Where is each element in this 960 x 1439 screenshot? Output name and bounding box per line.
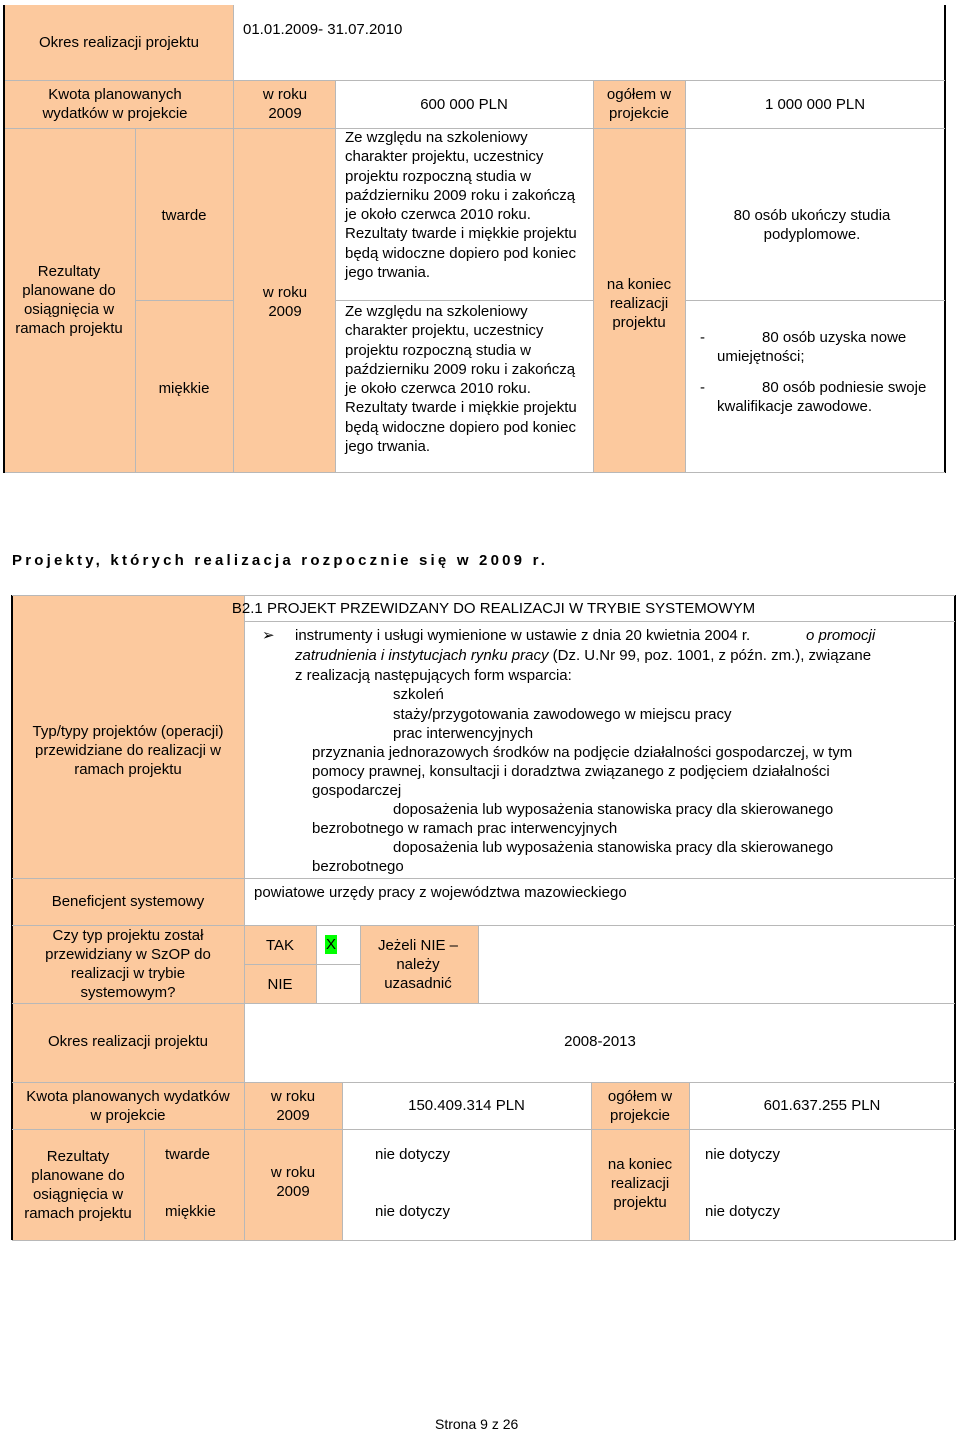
twarde-label: twarde xyxy=(161,206,207,224)
border xyxy=(944,5,946,473)
ogolem-amount: 601.637.255 PLN xyxy=(763,1097,881,1114)
form-item: doposażenia lub wyposażenia stanowiska pracy dla skierowanego xyxy=(393,839,834,856)
grid-line xyxy=(144,1129,145,1240)
grid-line xyxy=(685,300,945,301)
bullet-line-3: z realizacją następujących form wsparcia: xyxy=(295,667,572,684)
rezultaty-label: Rezultaty planowane do osiągnięcia w ramach projektu xyxy=(15,263,123,337)
miekkie-result-1: 80 osób uzyska nowe umiejętności; xyxy=(717,329,907,365)
table-title: B2.1 PROJEKT PRZEWIDZANY DO REALIZACJI W TRYBIE SYSTEMOWYM xyxy=(231,599,756,617)
form-item: szkoleń xyxy=(393,686,444,703)
tak-checkmark: X xyxy=(326,936,337,953)
form-item: bezrobotnego w ramach prac interwencyjnych xyxy=(312,820,618,837)
border xyxy=(954,595,956,1240)
grid-line xyxy=(335,80,336,473)
form-item: pomocy prawnej, konsultacji i doradztwa związanego z podjęciem działalności xyxy=(312,763,830,780)
border xyxy=(11,595,13,1240)
nd-w-roku-miekkie: nie dotyczy xyxy=(375,1203,451,1220)
na-koniec-label: na koniec realizacji projektu xyxy=(607,1155,673,1211)
rezultaty-label: Rezultaty planowane do osiągnięcia w ramach projektu xyxy=(24,1148,132,1222)
okres-label: Okres realizacji projektu xyxy=(38,34,200,51)
na-koniec-label: na koniec realizacji projektu xyxy=(606,275,672,331)
grid-line xyxy=(244,595,245,1240)
twarde-result: 80 osób ukończy studia podyplomowe. xyxy=(733,207,891,243)
grid-line xyxy=(478,925,479,1003)
kwota-label: Kwota planowanych wydatków w projekcie xyxy=(26,1088,230,1124)
beneficjent-label: Beneficjent systemowy xyxy=(51,892,205,910)
typ-label: Typ/typy projektów (operacji) przewidziane do realizacji w ramach projektu xyxy=(32,722,224,778)
form-item: gospodarczej xyxy=(312,782,402,799)
kwota-label: Kwota planowanych wydatków w projekcie xyxy=(42,86,188,122)
okres-value: 01.01.2009- 31.07.2010 xyxy=(243,21,403,38)
form-item: bezrobotnego xyxy=(312,858,404,875)
bullet-line-2-rest: (Dz. U.Nr 99, poz. 1001, z późn. zm.), związane xyxy=(548,647,872,664)
grid-line xyxy=(335,300,593,301)
grid-line xyxy=(12,1003,955,1004)
beneficjent-value: powiatowe urzędy pracy z województwa mazowieckiego xyxy=(254,884,627,901)
grid-line xyxy=(244,964,360,965)
dash: - xyxy=(700,379,705,396)
bullet-italic-2: zatrudnienia i instytucjach rynku pracy xyxy=(295,647,549,664)
dash: - xyxy=(700,329,705,346)
form-item: staży/przygotowania zawodowego w miejscu pracy xyxy=(393,706,732,723)
description-1: Ze względu na szkoleniowy charakter projektu, uczestnicy projektu rozpoczną studia w październiku 2009 roku i zakończą je około czerwca 2010 roku. Rezultaty twarde i miękkie projektu będą widoczne dopiero pod koniec jego trwania. xyxy=(345,129,577,282)
section-heading: Projekty, których realizacja rozpocznie się w 2009 r. xyxy=(12,552,549,569)
grid-line xyxy=(5,472,945,473)
ogolem-label: ogółem w projekcie xyxy=(607,1088,673,1124)
grid-line xyxy=(685,80,686,473)
bg xyxy=(12,595,244,1082)
form-item: prac interwencyjnych xyxy=(393,725,534,742)
miekkie-label: miękkie xyxy=(165,1203,216,1220)
form-item: przyznania jednorazowych środków na podjęcie działalności gospodarczej, w tym xyxy=(312,744,853,761)
bullet-italic-1: o promocji xyxy=(806,627,876,644)
tak-label: TAK xyxy=(265,936,295,954)
miekkie-label: miękkie xyxy=(158,379,210,397)
jezeli-label: Jeżeli NIE – należy uzasadnić xyxy=(377,936,459,992)
nd-koniec-twarde: nie dotyczy xyxy=(705,1146,781,1163)
grid-line xyxy=(135,128,136,473)
okres-label: Okres realizacji projektu xyxy=(47,1032,209,1050)
miekkie-result-2: 80 osób podniesie swoje kwalifikacje zawodowe. xyxy=(717,379,927,415)
grid-line xyxy=(360,925,361,1003)
grid-line xyxy=(135,300,233,301)
okres-value: 2008-2013 xyxy=(564,1032,636,1050)
ogolem-label: ogółem w projekcie xyxy=(606,86,672,122)
grid-line xyxy=(12,1240,955,1241)
grid-line xyxy=(12,1129,955,1130)
w-roku-amount: 600 000 PLN xyxy=(420,95,508,113)
w-roku-label-2: w roku 2009 xyxy=(270,1164,316,1200)
bullet-arrow-icon: ➢ xyxy=(262,627,275,644)
twarde-label: twarde xyxy=(165,1146,211,1163)
form-item: doposażenia lub wyposażenia stanowiska pracy dla skierowanego xyxy=(393,801,834,818)
czy-label: Czy typ projektu został przewidziany w SzOP do realizacji w trybie systemowym? xyxy=(45,927,211,1001)
w-roku-label: w roku 2009 xyxy=(262,86,308,122)
nd-w-roku-twarde: nie dotyczy xyxy=(375,1146,451,1163)
grid-line xyxy=(233,5,234,473)
w-roku-label: w roku 2009 xyxy=(270,1088,316,1124)
grid-line xyxy=(316,925,317,1003)
bullet-line-2 xyxy=(295,646,871,665)
nd-koniec-miekkie: nie dotyczy xyxy=(705,1203,781,1220)
w-roku-amount: 150.409.314 PLN xyxy=(408,1097,525,1114)
description-2: Ze względu na szkoleniowy charakter projektu, uczestnicy projektu rozpoczną studia w październiku 2009 roku i zakończą je około czerwca 2010 roku. Rezultaty twarde i miękkie projektu będą widoczne dopiero pod koniec jego trwania. xyxy=(345,303,577,456)
page-number: Strona 9 z 26 xyxy=(435,1416,519,1432)
nie-label: NIE xyxy=(267,975,293,993)
grid-line xyxy=(244,621,955,622)
ogolem-amount: 1 000 000 PLN xyxy=(764,95,866,113)
grid-line xyxy=(12,878,955,879)
bullet-line-1: instrumenty i usługi wymienione w ustawie z dnia 20 kwietnia 2004 r. xyxy=(295,627,751,644)
w-roku-label-2: w roku 2009 xyxy=(262,284,308,320)
